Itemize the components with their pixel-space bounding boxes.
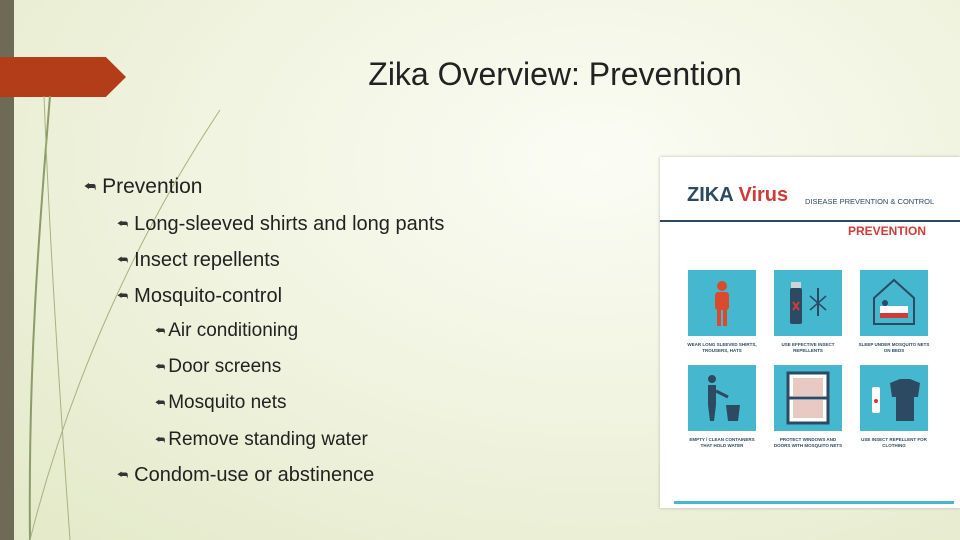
poster-subtitle: DISEASE PREVENTION & CONTROL bbox=[805, 197, 935, 206]
slide-title: Zika Overview: Prevention bbox=[368, 56, 742, 92]
bullet-item bbox=[117, 464, 374, 487]
bullet-text: Remove standing water bbox=[168, 429, 368, 450]
bullet-item bbox=[155, 320, 298, 342]
bullet-item bbox=[117, 249, 280, 272]
poster-brand-accent: Virus bbox=[738, 184, 789, 206]
bullet-text: Long-sleeved shirts and long pants bbox=[134, 213, 445, 235]
diamond-arrow-icon: ⮪ bbox=[117, 217, 129, 231]
bullet-item bbox=[117, 285, 282, 308]
bullet-text: Condom-use or abstinence bbox=[134, 464, 375, 486]
diamond-arrow-icon: ⮪ bbox=[117, 468, 129, 482]
bullet-item bbox=[155, 429, 368, 451]
tile-caption: SLEEP UNDER MOSQUITO NETS ON BEDS bbox=[858, 342, 930, 353]
diamond-arrow-icon: ⮪ bbox=[117, 253, 129, 267]
empty-containers-icon bbox=[688, 365, 756, 431]
spray-repellent-icon bbox=[774, 270, 842, 336]
diamond-arrow-icon: ⮪ bbox=[155, 324, 166, 337]
tile-caption: WEAR LONG SLEEVED SHIRTS, TROUSERS, HATS bbox=[687, 342, 757, 353]
bullet-text: Air conditioning bbox=[168, 320, 299, 341]
diamond-arrow-icon: ⮪ bbox=[117, 289, 129, 303]
tile-caption: USE EFFECTIVE INSECT REPELLENTS bbox=[781, 342, 835, 353]
tile-caption: EMPTY / CLEAN CONTAINERS THAT HOLD WATER bbox=[689, 437, 755, 448]
window-screen-icon bbox=[774, 365, 842, 431]
bullet-text: Mosquito-control bbox=[134, 285, 283, 307]
tile-caption: PROTECT WINDOWS AND DOORS WITH MOSQUITO NETS bbox=[773, 437, 843, 448]
poster-divider bbox=[660, 220, 960, 222]
diamond-arrow-icon: ⮪ bbox=[155, 433, 166, 446]
bullet-item bbox=[155, 356, 281, 378]
poster-brand: ZIKA bbox=[687, 184, 733, 206]
bullet-text: Mosquito nets bbox=[168, 392, 287, 413]
bed-net-icon bbox=[860, 270, 928, 336]
bullet-item bbox=[117, 213, 444, 236]
diamond-arrow-icon: ⮪ bbox=[155, 396, 166, 409]
bullet-item bbox=[84, 175, 203, 199]
clothing-repellent-icon bbox=[860, 365, 928, 431]
diamond-arrow-icon: ⮪ bbox=[84, 179, 97, 194]
bullet-text: Prevention bbox=[102, 175, 203, 198]
diamond-arrow-icon: ⮪ bbox=[155, 360, 166, 373]
bullet-text: Door screens bbox=[168, 356, 282, 377]
person-clothing-icon bbox=[688, 270, 756, 336]
bullet-text: Insect repellents bbox=[134, 249, 280, 271]
tile-caption: USE INSECT REPELLENT FOR CLOTHING bbox=[861, 437, 927, 448]
poster-footer-bar bbox=[674, 501, 954, 504]
poster-title bbox=[687, 184, 788, 207]
zika-prevention-poster bbox=[660, 157, 960, 508]
bullet-item bbox=[155, 392, 287, 414]
poster-heading: PREVENTION bbox=[848, 224, 927, 238]
